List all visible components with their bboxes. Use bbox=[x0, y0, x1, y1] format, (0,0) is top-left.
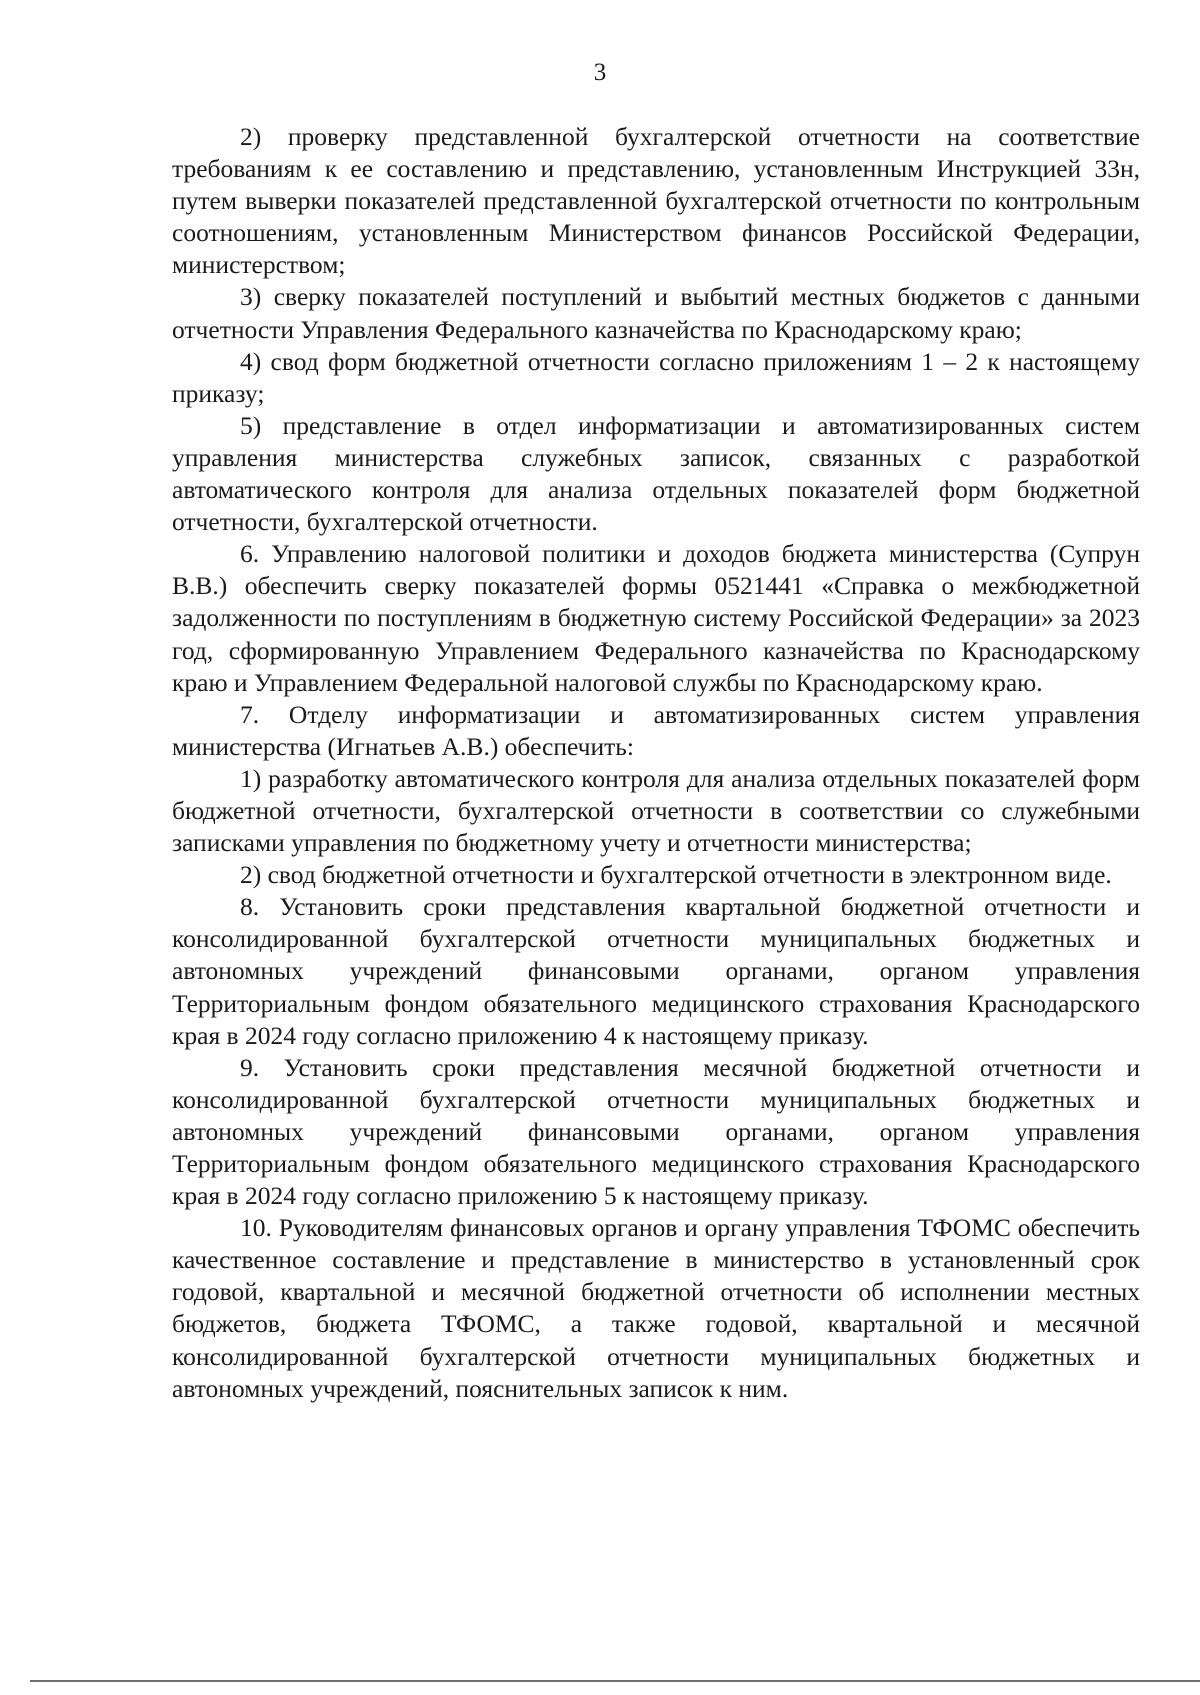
paragraph-item-3-reconciliation: 3) сверку показателей поступлений и выбытий местных бюджетов с данными отчетности Управления Федерального казначейства по Краснодарскому краю; bbox=[172, 282, 1140, 344]
paragraph-clause-8: 8. Установить сроки представления квартальной бюджетной отчетности и консолидированной бухгалтерской отчетности муниципальных бюджетных и автономных учреждений финансовыми органами, органом управления Территориальным фондом обязательного медицинского страхования Краснодарского края в 2024 году согласно приложению 4 к настоящему приказу. bbox=[172, 892, 1140, 1050]
paragraph-item-2-verification: 2) проверку представленной бухгалтерской отчетности на соответствие требованиям к ее составлению и представлению, установленным Инструкцией 33н, путем выверки показателей представленной бухгалтерской отчетности по контрольным соотношениям, установленным Министерством финансов Российской Федерации, министерством; bbox=[172, 122, 1140, 280]
paragraph-clause-7-item-1: 1) разработку автоматического контроля для анализа отдельных показателей форм бюджетной отчетности, бухгалтерской отчетности в соответствии со служебными записками управления по бюджетному учету и отчетности министерства; bbox=[172, 763, 1140, 858]
paragraph-clause-6: 6. Управлению налоговой политики и доходов бюджета министерства (Супрун В.В.) обеспечить сверку показателей формы 0521441 «Справка о межбюджетной задолженности по поступлениям в бюджетную систему Российской Федерации» за 2023 год, сформированную Управлением Федерального казначейства по Краснодарскому краю и Управлением Федеральной налоговой службы по Краснодарскому краю. bbox=[172, 539, 1140, 697]
paragraph-item-4-consolidation: 4) свод форм бюджетной отчетности согласно приложениям 1 – 2 к настоящему приказу; bbox=[172, 346, 1140, 408]
document-body bbox=[172, 121, 1140, 1405]
paragraph-clause-7-item-2: 2) свод бюджетной отчетности и бухгалтерской отчетности в электронном виде. bbox=[240, 860, 1112, 890]
paragraph-item-5-memos: 5) представление в отдел информатизации и автоматизированных систем управления министерства служебных записок, связанных с разработкой автоматического контроля для анализа отдельных показателей форм бюджетной отчетности, бухгалтерской отчетности. bbox=[172, 410, 1140, 537]
scan-bottom-edge bbox=[30, 1680, 1200, 1682]
page-number: 3 bbox=[593, 59, 607, 86]
paragraph-clause-7: 7. Отделу информатизации и автоматизированных систем управления министерства (Игнатьев А.В.) обеспечить: bbox=[172, 699, 1140, 761]
paragraph-clause-9: 9. Установить сроки представления месячной бюджетной отчетности и консолидированной бухгалтерской отчетности муниципальных бюджетных и автономных учреждений финансовыми органами, органом управления Территориальным фондом обязательного медицинского страхования Краснодарского края в 2024 году согласно приложению 5 к настоящему приказу. bbox=[172, 1052, 1140, 1211]
paragraph-clause-10: 10. Руководителям финансовых органов и органу управления ТФОМС обеспечить качественное составление и представление в министерство в установленный срок годовой, квартальной и месячной бюджетной отчетности об исполнении местных бюджетов, бюджета ТФОМС, а также годовой, квартальной и месячной консолидированной бухгалтерской отчетности муниципальных бюджетных и автономных учреждений, пояснительных записок к ним. bbox=[172, 1213, 1140, 1403]
